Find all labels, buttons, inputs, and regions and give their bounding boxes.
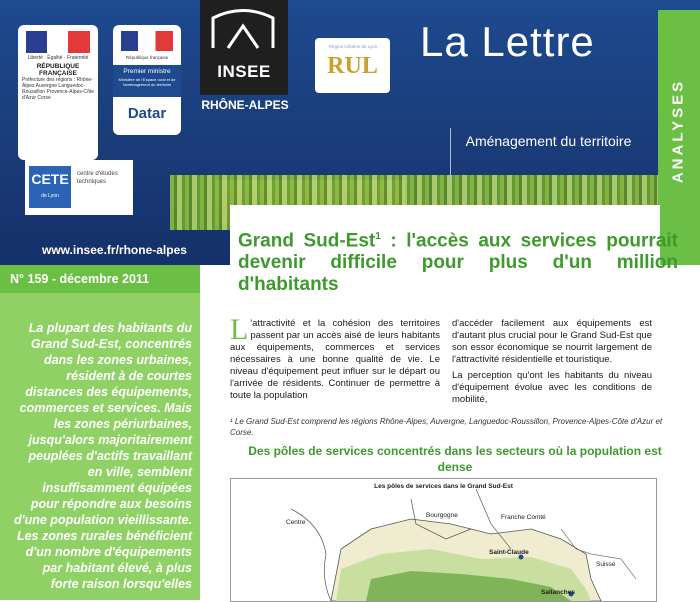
map-label-bourgogne: Bourgogne [426, 512, 458, 519]
map-title: Les pôles de services dans le Grand Sud-Est [374, 483, 513, 490]
summary-text: La plupart des habitants du Grand Sud-Est, concentrés dans les zones urbaines, résident à de courtes distances des équipements, commerces et services. Mais les zones périurbaines, jusqu'alors majoritairement peuplées d'actifs travaillant en ville, semblent insuffisamment équipées pour répondre aux besoins d'une population vieillissante. Les zones rurales bénéficient d'un nombre d'équipements par habitant élevé, à plus forte raison lorsqu'elles [14, 321, 192, 591]
datar-pm-label: Premier ministre [123, 68, 171, 75]
article-title [238, 226, 678, 296]
map-label-centre: Centre [286, 519, 306, 526]
article-column-1 [230, 313, 440, 402]
rf-prefecture: Préfecture des régions : Rhône-Alpes Auvergne Languedoc-Roussillon Provence-Alpes-Côte d'Azur Corse [22, 77, 94, 101]
rf-republic: RÉPUBLIQUE FRANÇAISE [36, 63, 80, 77]
region-name: RHÔNE-ALPES [201, 98, 289, 112]
footnote: ¹ Le Grand Sud-Est comprend les régions Rhône-Alpes, Auvergne, Languedoc-Roussillon, Provence-Alpes-Côte d'Azur et Corse. [230, 417, 663, 437]
analyses-label: ANALYSES [669, 78, 687, 184]
cete-mark-text: CETE [31, 171, 69, 187]
cete-mark [29, 166, 71, 208]
cete-text: centre d'études techniques [77, 171, 118, 185]
website-link[interactable]: www.insee.fr/rhone-alpes [42, 243, 187, 257]
datar-wordmark: Datar [127, 105, 167, 122]
publication-title: La Lettre [420, 18, 595, 65]
republique-francaise-logo [18, 25, 98, 160]
insee-logo [200, 0, 288, 95]
article-col1-text: 'attractivité et la cohésion des territoires passent par un accès aisé de leurs habitants aux équipements, commerces et services nécessaires à une bonne qualité de vie. Le niveau d'équipement peut influer sur le départ ou l'arrivée de résidents. Continuer de permettre à toute la population [230, 318, 440, 401]
article-column-2 [452, 318, 652, 410]
marianne-flag-icon [26, 31, 90, 53]
insee-mark-icon [208, 8, 278, 53]
issue-number: N° 159 - décembre 2011 [10, 272, 150, 286]
map-label-sallanches: Sallanches [541, 589, 575, 596]
map-graphic [231, 479, 656, 601]
analyses-notch [658, 0, 700, 10]
rul-arc-text: Région Urbaine de Lyon [328, 44, 378, 49]
map-label-saint-claude: Saint-Claude [489, 549, 529, 556]
article-col2-p2: La perception qu'ont les habitants du niveau d'équipement évolue avec les conditions de mobilité, [452, 370, 652, 405]
cete-logo [25, 160, 133, 215]
datar-logo [113, 25, 181, 135]
section-title: Aménagement du territoire [450, 128, 646, 183]
marianne-flag-icon [121, 31, 173, 51]
rf-motto: Liberté · Égalité · Fraternité [27, 55, 89, 61]
dropcap: L [230, 313, 249, 346]
article-col2-p1: d'accéder facilement aux équipements est d'autant plus crucial pour le Grand Sud-Est que son essor économique se nourrit largement de l'attractivité résidentielle et touristique. [452, 318, 652, 365]
rul-wordmark: RUL [327, 53, 378, 79]
map-figure [230, 478, 657, 602]
map-label-suisse: Suisse [596, 561, 616, 568]
map-label-franche-comte: Franche Comté [501, 514, 546, 521]
article-title-footnote-mark: 1 [375, 231, 381, 242]
insee-wordmark: INSEE [217, 62, 271, 81]
datar-republic: République française [125, 55, 169, 60]
cete-mark-sub: de Lyon [41, 193, 59, 199]
figure-title: Des pôles de services concentrés dans les secteurs où la population est dense [248, 444, 662, 474]
article-title-main: Grand Sud-Est [238, 230, 376, 252]
article-title-rest: : l'accès aux services pourrait devenir difficile pour plus d'un million d'habitants [238, 230, 678, 296]
datar-premier-ministre [113, 65, 181, 97]
rul-logo [315, 38, 390, 93]
datar-pm-sub: Ministère de l'Espace rural et de l'aménagement du territoire [118, 77, 176, 87]
